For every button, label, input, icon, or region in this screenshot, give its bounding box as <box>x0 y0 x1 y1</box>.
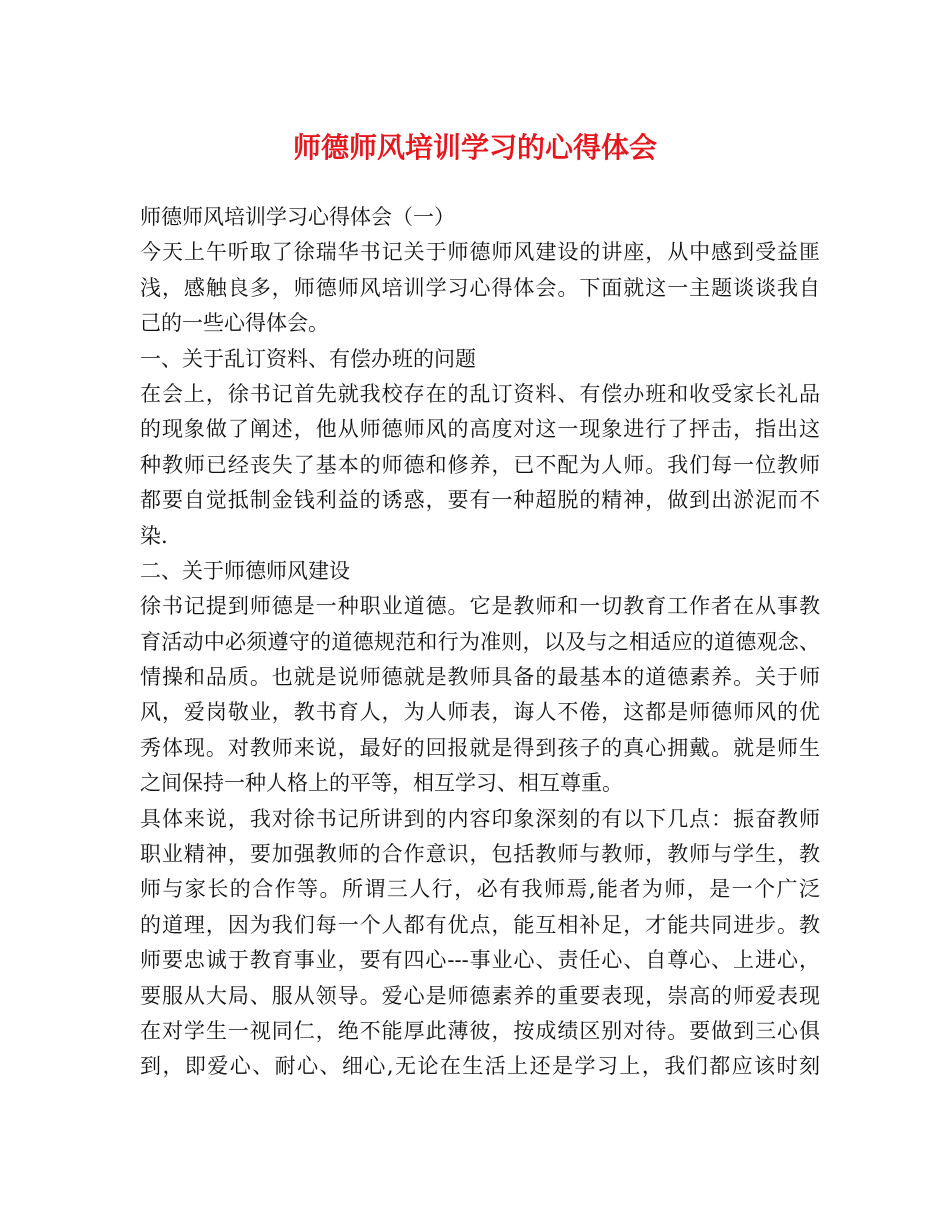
section-heading-1: 师德师风培训学习心得体会（一） <box>140 205 455 229</box>
paragraph-line: 徐书记提到师德是一种职业道德。它是教师和一切教育工作者在从事教 <box>140 594 820 619</box>
paragraph-line: 师要忠诚于教育事业，要有四心---事业心、责任心、自尊心、上进心， <box>140 948 820 973</box>
paragraph-line: 浅，感触良多，师德师风培训学习心得体会。下面就这一主题谈谈我自 <box>140 275 820 300</box>
paragraph-line: 情操和品质。也就是说师德就是教师具备的最基本的道德素养。关于师 <box>140 665 820 690</box>
paragraph-line: 种教师已经丧失了基本的师德和修养，已不配为人师。我们每一位教师 <box>140 452 820 477</box>
paragraph-line: 在对学生一视同仁，绝不能厚此薄彼，按成绩区别对待。要做到三心俱 <box>140 1018 820 1043</box>
paragraph-line: 职业精神，要加强教师的合作意识，包括教师与教师，教师与学生，教 <box>140 842 820 867</box>
paragraph-line: 在会上，徐书记首先就我校存在的乱订资料、有偿办班和收受家长礼品 <box>140 381 820 406</box>
paragraph-line: 要服从大局、服从领导。爱心是师德素养的重要表现，崇高的师爱表现 <box>140 983 820 1008</box>
paragraph-line: 风，爱岗敬业，教书育人，为人师表，诲人不倦，这都是师德师风的优 <box>140 700 820 725</box>
paragraph-line: 的现象做了阐述，他从师德师风的高度对这一现象进行了抨击，指出这 <box>140 417 820 442</box>
section-heading-2: 一、关于乱订资料、有偿办班的问题 <box>140 346 476 371</box>
paragraph-line: 秀体现。对教师来说，最好的回报就是得到孩子的真心拥戴。就是师生 <box>140 735 820 760</box>
paragraph-line: 己的一些心得体会。 <box>140 311 329 336</box>
paragraph-line: 都要自觉抵制金钱利益的诱惑，要有一种超脱的精神，做到出淤泥而不 <box>140 488 820 513</box>
paragraph-line: 师与家长的合作等。所谓三人行，必有我师焉,能者为师，是一个广泛 <box>140 877 820 902</box>
document-body <box>140 200 820 1085</box>
paragraph-line: 到，即爱心、耐心、细心,无论在生活上还是学习上，我们都应该时刻 <box>140 1054 820 1079</box>
section-heading-3: 二、关于师德师风建设 <box>140 558 350 583</box>
document-title: 师德师风培训学习的心得体会 <box>292 131 657 164</box>
paragraph-line: 育活动中必须遵守的道德规范和行为准则，以及与之相适应的道德观念、 <box>140 629 820 654</box>
paragraph-line: 具体来说，我对徐书记所讲到的内容印象深刻的有以下几点：振奋教师 <box>140 806 820 831</box>
paragraph-line: 的道理，因为我们每一个人都有优点，能互相补足，才能共同进步。教 <box>140 912 820 937</box>
paragraph-line: 今天上午听取了徐瑞华书记关于师德师风建设的讲座，从中感到受益匪 <box>140 240 820 265</box>
paragraph-line: 之间保持一种人格上的平等，相互学习、相互尊重。 <box>140 771 623 796</box>
paragraph-line: 染. <box>140 523 168 548</box>
